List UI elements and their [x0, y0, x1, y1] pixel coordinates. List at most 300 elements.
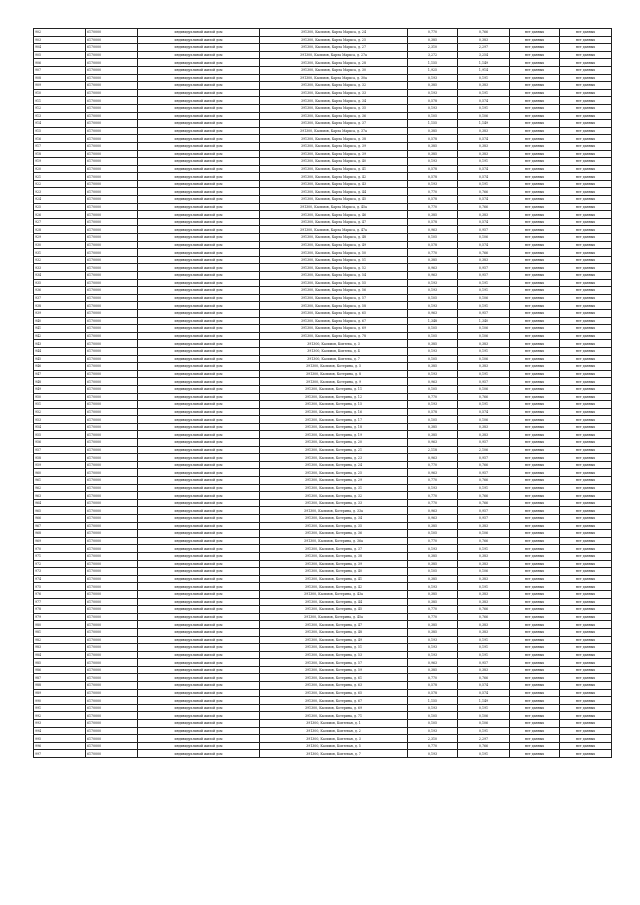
status-2-cell: нет данных — [560, 378, 612, 386]
value-2-cell: 0,383 — [458, 522, 510, 530]
value-2-cell: 0,574 — [458, 241, 510, 249]
status-1-cell: нет данных — [510, 461, 560, 469]
status-1-cell: нет данных — [510, 560, 560, 568]
status-2-cell: нет данных — [560, 29, 612, 37]
object-code-cell: 6170000 — [86, 568, 138, 576]
object-code-cell: 6170000 — [86, 59, 138, 67]
object-code-cell: 6170000 — [86, 461, 138, 469]
value-2-cell: 0,383 — [458, 363, 510, 371]
row-number-cell: 996 — [34, 742, 86, 750]
object-code-cell: 6170000 — [86, 142, 138, 150]
status-2-cell: нет данных — [560, 355, 612, 363]
address-cell: 391300, Касимов, Карла Маркса, д. 38 — [260, 135, 408, 143]
object-type-cell: индивидуальный жилой дом — [138, 552, 260, 560]
value-2-cell: 0,957 — [458, 469, 510, 477]
object-code-cell: 6170000 — [86, 370, 138, 378]
object-type-cell: индивидуальный жилой дом — [138, 272, 260, 280]
table-row — [34, 82, 612, 90]
object-type-cell: индивидуальный жилой дом — [138, 309, 260, 317]
status-1-cell: нет данных — [510, 454, 560, 462]
status-1-cell: нет данных — [510, 712, 560, 720]
value-2-cell: 0,383 — [458, 621, 510, 629]
status-2-cell: нет данных — [560, 127, 612, 135]
value-1-cell: 0,963 — [408, 507, 458, 515]
address-cell: 391300, Касимов, Котерина, д. 63 — [260, 682, 408, 690]
table-row — [34, 507, 612, 515]
table-row — [34, 659, 612, 667]
row-number-cell: 918 — [34, 150, 86, 158]
value-1-cell: 0,105 — [408, 416, 458, 424]
status-1-cell: нет данных — [510, 446, 560, 454]
status-2-cell: нет данных — [560, 682, 612, 690]
status-1-cell: нет данных — [510, 29, 560, 37]
table-row — [34, 272, 612, 280]
object-type-cell: индивидуальный жилой дом — [138, 66, 260, 74]
object-code-cell: 6170000 — [86, 29, 138, 37]
object-type-cell: индивидуальный жилой дом — [138, 636, 260, 644]
value-2-cell: 0,766 — [458, 674, 510, 682]
object-type-cell: индивидуальный жилой дом — [138, 378, 260, 386]
address-cell: 391300, Касимов, Котерина, д. 17 — [260, 416, 408, 424]
address-cell: 391300, Касимов, Котерина, д. 59 — [260, 666, 408, 674]
row-number-cell: 975 — [34, 583, 86, 591]
object-code-cell: 6170000 — [86, 720, 138, 728]
address-cell: 391300, Касимов, Карла Маркса, д. 32 — [260, 82, 408, 90]
value-1-cell: 0,385 — [408, 552, 458, 560]
object-code-cell: 6170000 — [86, 590, 138, 598]
row-number-cell: 968 — [34, 530, 86, 538]
value-2-cell: 0,106 — [458, 385, 510, 393]
status-1-cell: нет данных — [510, 302, 560, 310]
value-2-cell: 0,383 — [458, 423, 510, 431]
value-1-cell: 0,385 — [408, 142, 458, 150]
object-code-cell: 6170000 — [86, 439, 138, 447]
value-2-cell: 1,149 — [458, 59, 510, 67]
object-code-cell: 6170000 — [86, 196, 138, 204]
value-2-cell: 1,149 — [458, 697, 510, 705]
status-2-cell: нет данных — [560, 82, 612, 90]
value-2-cell: 0,766 — [458, 499, 510, 507]
table-row — [34, 36, 612, 44]
table-row — [34, 720, 612, 728]
address-cell: 391300, Касимов, Карла Маркса, д. 52 — [260, 264, 408, 272]
object-code-cell: 6170000 — [86, 347, 138, 355]
object-type-cell: индивидуальный жилой дом — [138, 97, 260, 105]
table-row — [34, 545, 612, 553]
address-cell: 391300, Касимов, Котерина, д. 31 — [260, 484, 408, 492]
value-2-cell: 0,383 — [458, 590, 510, 598]
table-row — [34, 173, 612, 181]
object-code-cell: 6170000 — [86, 522, 138, 530]
value-1-cell: 0,770 — [408, 537, 458, 545]
object-type-cell: индивидуальный жилой дом — [138, 332, 260, 340]
value-2-cell: 0,106 — [458, 712, 510, 720]
table-row — [34, 104, 612, 112]
status-2-cell: нет данных — [560, 515, 612, 523]
row-number-cell: 978 — [34, 606, 86, 614]
row-number-cell: 963 — [34, 492, 86, 500]
status-2-cell: нет данных — [560, 294, 612, 302]
table-row — [34, 393, 612, 401]
table-row — [34, 347, 612, 355]
object-type-cell: индивидуальный жилой дом — [138, 279, 260, 287]
address-cell: 391300, Касимов, Котерина, д. 8 — [260, 370, 408, 378]
status-2-cell: нет данных — [560, 385, 612, 393]
object-type-cell: индивидуальный жилой дом — [138, 750, 260, 758]
address-cell: 391300, Касимов, Котерина, д. 67 — [260, 697, 408, 705]
table-row — [34, 750, 612, 758]
row-number-cell: 925 — [34, 203, 86, 211]
address-cell: 391300, Касимов, Котерина, д. 21 — [260, 446, 408, 454]
value-2-cell: 0,191 — [458, 347, 510, 355]
object-code-cell: 6170000 — [86, 256, 138, 264]
value-2-cell: 0,574 — [458, 408, 510, 416]
row-number-cell: 995 — [34, 735, 86, 743]
value-1-cell: 0,193 — [408, 750, 458, 758]
value-2-cell: 0,766 — [458, 461, 510, 469]
value-1-cell: 0,193 — [408, 347, 458, 355]
object-code-cell: 6170000 — [86, 279, 138, 287]
value-2-cell: 0,191 — [458, 279, 510, 287]
object-code-cell: 6170000 — [86, 621, 138, 629]
object-code-cell: 6170000 — [86, 188, 138, 196]
object-type-cell: индивидуальный жилой дом — [138, 249, 260, 257]
row-number-cell: 904 — [34, 44, 86, 52]
object-code-cell: 6170000 — [86, 583, 138, 591]
object-type-cell: индивидуальный жилой дом — [138, 104, 260, 112]
value-2-cell: 0,574 — [458, 135, 510, 143]
table-row — [34, 515, 612, 523]
object-type-cell: индивидуальный жилой дом — [138, 674, 260, 682]
table-row — [34, 689, 612, 697]
row-number-cell: 981 — [34, 628, 86, 636]
object-type-cell: индивидуальный жилой дом — [138, 659, 260, 667]
table-row — [34, 575, 612, 583]
object-code-cell: 6170000 — [86, 165, 138, 173]
value-2-cell: 0,191 — [458, 180, 510, 188]
object-code-cell: 6170000 — [86, 180, 138, 188]
value-1-cell: 0,193 — [408, 180, 458, 188]
row-number-cell: 980 — [34, 621, 86, 629]
status-1-cell: нет данных — [510, 552, 560, 560]
status-1-cell: нет данных — [510, 173, 560, 181]
status-2-cell: нет данных — [560, 112, 612, 120]
object-code-cell: 6170000 — [86, 484, 138, 492]
object-code-cell: 6170000 — [86, 332, 138, 340]
table-row — [34, 158, 612, 166]
status-2-cell: нет данных — [560, 218, 612, 226]
value-2-cell: 0,106 — [458, 112, 510, 120]
table-row — [34, 66, 612, 74]
row-number-cell: 966 — [34, 515, 86, 523]
row-number-cell: 992 — [34, 712, 86, 720]
table-row — [34, 332, 612, 340]
row-number-cell: 972 — [34, 560, 86, 568]
address-cell: 391300, Касимов, Котерина, д. 45а — [260, 613, 408, 621]
status-1-cell: нет данных — [510, 568, 560, 576]
value-1-cell: 0,385 — [408, 82, 458, 90]
value-2-cell: 0,191 — [458, 704, 510, 712]
value-2-cell: 0,766 — [458, 249, 510, 257]
object-type-cell: индивидуальный жилой дом — [138, 742, 260, 750]
table-row — [34, 644, 612, 652]
table-row — [34, 120, 612, 128]
object-type-cell: индивидуальный жилой дом — [138, 203, 260, 211]
object-code-cell: 6170000 — [86, 393, 138, 401]
address-cell: 391300, Касимов, Карла Маркса, д. 35 — [260, 104, 408, 112]
value-1-cell: 0,770 — [408, 613, 458, 621]
row-number-cell: 933 — [34, 264, 86, 272]
object-type-cell: индивидуальный жилой дом — [138, 628, 260, 636]
object-code-cell: 6170000 — [86, 363, 138, 371]
table-row — [34, 530, 612, 538]
status-1-cell: нет данных — [510, 294, 560, 302]
value-2-cell: 0,574 — [458, 196, 510, 204]
row-number-cell: 912 — [34, 104, 86, 112]
address-cell: 391300, Касимов, Карла Маркса, д. 45 — [260, 196, 408, 204]
table-row — [34, 697, 612, 705]
table-row — [34, 150, 612, 158]
object-code-cell: 6170000 — [86, 454, 138, 462]
object-type-cell: индивидуальный жилой дом — [138, 560, 260, 568]
object-type-cell: индивидуальный жилой дом — [138, 583, 260, 591]
object-type-cell: индивидуальный жилой дом — [138, 689, 260, 697]
value-2-cell: 0,957 — [458, 226, 510, 234]
object-code-cell: 6170000 — [86, 325, 138, 333]
status-1-cell: нет данных — [510, 256, 560, 264]
object-type-cell: индивидуальный жилой дом — [138, 82, 260, 90]
table-row — [34, 499, 612, 507]
status-2-cell: нет данных — [560, 621, 612, 629]
object-code-cell: 6170000 — [86, 234, 138, 242]
row-number-cell: 926 — [34, 211, 86, 219]
status-1-cell: нет данных — [510, 590, 560, 598]
object-code-cell: 6170000 — [86, 613, 138, 621]
address-cell: 391300, Касимов, Карла Маркса, д. 45а — [260, 203, 408, 211]
value-2-cell: 0,383 — [458, 628, 510, 636]
address-cell: 391300, Касимов, Котерина, д. 42 — [260, 583, 408, 591]
status-1-cell: нет данных — [510, 682, 560, 690]
value-2-cell: 0,191 — [458, 750, 510, 758]
address-cell: 391300, Касимов, Котерина, д. 18 — [260, 423, 408, 431]
value-1-cell: 0,770 — [408, 674, 458, 682]
object-code-cell: 6170000 — [86, 211, 138, 219]
status-2-cell: нет данных — [560, 666, 612, 674]
status-2-cell: нет данных — [560, 704, 612, 712]
object-code-cell: 6170000 — [86, 401, 138, 409]
status-2-cell: нет данных — [560, 446, 612, 454]
object-type-cell: индивидуальный жилой дом — [138, 393, 260, 401]
object-type-cell: индивидуальный жилой дом — [138, 135, 260, 143]
object-type-cell: индивидуальный жилой дом — [138, 234, 260, 242]
status-2-cell: нет данных — [560, 256, 612, 264]
address-cell: 391300, Касимов, Коптевая, д. 3 — [260, 735, 408, 743]
value-1-cell: 0,385 — [408, 560, 458, 568]
row-number-cell: 938 — [34, 302, 86, 310]
status-1-cell: нет данных — [510, 408, 560, 416]
address-cell: 391300, Касимов, Котерина, д. 61 — [260, 674, 408, 682]
value-1-cell: 0,578 — [408, 196, 458, 204]
value-2-cell: 0,383 — [458, 431, 510, 439]
row-number-cell: 955 — [34, 431, 86, 439]
address-cell: 391300, Касимов, Карла Маркса, д. 55 — [260, 279, 408, 287]
address-cell: 391300, Касимов, Карла Маркса, д. 51 — [260, 256, 408, 264]
table-row — [34, 727, 612, 735]
object-type-cell: индивидуальный жилой дом — [138, 613, 260, 621]
value-2-cell: 0,766 — [458, 393, 510, 401]
object-type-cell: индивидуальный жилой дом — [138, 431, 260, 439]
table-row — [34, 226, 612, 234]
status-2-cell: нет данных — [560, 51, 612, 59]
row-number-cell: 945 — [34, 355, 86, 363]
status-2-cell: нет данных — [560, 393, 612, 401]
object-code-cell: 6170000 — [86, 74, 138, 82]
object-type-cell: индивидуальный жилой дом — [138, 515, 260, 523]
object-code-cell: 6170000 — [86, 44, 138, 52]
value-1-cell: 0,385 — [408, 36, 458, 44]
object-type-cell: индивидуальный жилой дом — [138, 575, 260, 583]
row-number-cell: 997 — [34, 750, 86, 758]
object-type-cell: индивидуальный жилой дом — [138, 484, 260, 492]
row-number-cell: 951 — [34, 401, 86, 409]
status-2-cell: нет данных — [560, 370, 612, 378]
address-cell: 391300, Касимов, Коптевая, д. 1 — [260, 720, 408, 728]
status-1-cell: нет данных — [510, 469, 560, 477]
object-type-cell: индивидуальный жилой дом — [138, 287, 260, 295]
status-1-cell: нет данных — [510, 697, 560, 705]
object-code-cell: 6170000 — [86, 560, 138, 568]
value-2-cell: 0,766 — [458, 742, 510, 750]
status-1-cell: нет данных — [510, 51, 560, 59]
status-1-cell: нет данных — [510, 82, 560, 90]
row-number-cell: 944 — [34, 347, 86, 355]
object-code-cell: 6170000 — [86, 750, 138, 758]
object-type-cell: индивидуальный жилой дом — [138, 241, 260, 249]
status-2-cell: нет данных — [560, 461, 612, 469]
table-row — [34, 44, 612, 52]
address-cell: 391300, Касимов, Котерина, д. 32 — [260, 492, 408, 500]
address-cell: 391300, Касимов, Котерина, д. 29 — [260, 477, 408, 485]
object-type-cell: индивидуальный жилой дом — [138, 712, 260, 720]
value-1-cell: 0,770 — [408, 29, 458, 37]
row-number-cell: 953 — [34, 416, 86, 424]
row-number-cell: 991 — [34, 704, 86, 712]
status-2-cell: нет данных — [560, 249, 612, 257]
address-cell: 391300, Касимов, Котерина, д. 57 — [260, 659, 408, 667]
status-1-cell: нет данных — [510, 499, 560, 507]
address-cell: 391300, Касимов, Котерина, д. 40 — [260, 568, 408, 576]
address-cell: 391300, Касимов, Карла Маркса, д. 47 — [260, 218, 408, 226]
value-1-cell: 0,770 — [408, 393, 458, 401]
address-cell: 391300, Касимов, Котерина, д. 38 — [260, 552, 408, 560]
table-row — [34, 370, 612, 378]
row-number-cell: 917 — [34, 142, 86, 150]
value-1-cell: 2,310 — [408, 735, 458, 743]
value-2-cell: 0,191 — [458, 484, 510, 492]
object-code-cell: 6170000 — [86, 378, 138, 386]
table-row — [34, 560, 612, 568]
address-cell: 391300, Касимов, Котерина, д. 20 — [260, 439, 408, 447]
status-1-cell: нет данных — [510, 545, 560, 553]
object-code-cell: 6170000 — [86, 682, 138, 690]
row-number-cell: 969 — [34, 537, 86, 545]
status-1-cell: нет данных — [510, 492, 560, 500]
status-2-cell: нет данных — [560, 36, 612, 44]
table-row — [34, 287, 612, 295]
value-1-cell: 0,193 — [408, 583, 458, 591]
address-cell: 391300, Касимов, Карла Маркса, д. 37а — [260, 127, 408, 135]
value-2-cell: 0,957 — [458, 515, 510, 523]
status-1-cell: нет данных — [510, 644, 560, 652]
row-number-cell: 941 — [34, 325, 86, 333]
value-1-cell: 0,385 — [408, 590, 458, 598]
object-code-cell: 6170000 — [86, 82, 138, 90]
status-2-cell: нет данных — [560, 302, 612, 310]
object-type-cell: индивидуальный жилой дом — [138, 727, 260, 735]
address-cell: 391300, Касимов, Карла Маркса, д. 48 — [260, 234, 408, 242]
row-number-cell: 946 — [34, 363, 86, 371]
value-2-cell: 1,914 — [458, 66, 510, 74]
value-2-cell: 0,957 — [458, 264, 510, 272]
table-row — [34, 598, 612, 606]
object-type-cell: индивидуальный жилой дом — [138, 735, 260, 743]
status-1-cell: нет данных — [510, 226, 560, 234]
value-1-cell: 0,963 — [408, 659, 458, 667]
value-1-cell: 0,385 — [408, 628, 458, 636]
row-number-cell: 965 — [34, 507, 86, 515]
object-code-cell: 6170000 — [86, 674, 138, 682]
object-code-cell: 6170000 — [86, 446, 138, 454]
table-row — [34, 211, 612, 219]
value-2-cell: 0,191 — [458, 651, 510, 659]
row-number-cell: 930 — [34, 241, 86, 249]
value-1-cell: 1,155 — [408, 59, 458, 67]
address-cell: 391300, Касимов, Котерина, д. 49 — [260, 636, 408, 644]
table-row — [34, 249, 612, 257]
status-2-cell: нет данных — [560, 196, 612, 204]
object-code-cell: 6170000 — [86, 241, 138, 249]
value-1-cell: 0,385 — [408, 575, 458, 583]
row-number-cell: 905 — [34, 51, 86, 59]
row-number-cell: 948 — [34, 378, 86, 386]
value-2-cell: 2,297 — [458, 44, 510, 52]
object-code-cell: 6170000 — [86, 294, 138, 302]
value-2-cell: 0,766 — [458, 613, 510, 621]
value-1-cell: 0,105 — [408, 294, 458, 302]
address-cell: 391300, Касимов, Карла Маркса, д. 47а — [260, 226, 408, 234]
status-2-cell: нет данных — [560, 720, 612, 728]
address-cell: 391300, Касимов, Котерина, д. 33а — [260, 507, 408, 515]
value-1-cell: 0,578 — [408, 682, 458, 690]
row-number-cell: 971 — [34, 552, 86, 560]
status-2-cell: нет данных — [560, 492, 612, 500]
table-body — [34, 29, 612, 758]
value-1-cell: 0,105 — [408, 385, 458, 393]
object-code-cell: 6170000 — [86, 575, 138, 583]
value-1-cell: 1,925 — [408, 66, 458, 74]
address-cell: 391300, Касимов, Котерина, д. 19 — [260, 431, 408, 439]
object-type-cell: индивидуальный жилой дом — [138, 196, 260, 204]
status-1-cell: нет данных — [510, 317, 560, 325]
object-type-cell: индивидуальный жилой дом — [138, 256, 260, 264]
object-code-cell: 6170000 — [86, 552, 138, 560]
table-row — [34, 363, 612, 371]
table-row — [34, 89, 612, 97]
table-row — [34, 29, 612, 37]
object-code-cell: 6170000 — [86, 36, 138, 44]
table-row — [34, 264, 612, 272]
object-code-cell: 6170000 — [86, 507, 138, 515]
